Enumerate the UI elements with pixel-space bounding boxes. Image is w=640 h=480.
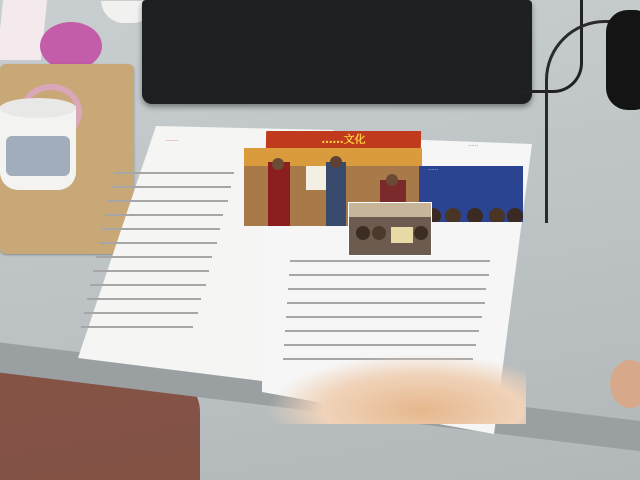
mug-print <box>6 136 70 176</box>
photo-caption: …… <box>428 166 438 172</box>
open-magazine <box>76 122 536 438</box>
left-page-header: …… <box>166 136 178 143</box>
mug-rim <box>0 98 76 118</box>
coffee-mug <box>0 92 82 196</box>
yarn-ball <box>40 22 102 70</box>
right-page-header: …… <box>468 142 478 148</box>
photo-mid <box>348 202 432 256</box>
keyboard <box>142 0 532 104</box>
mouse <box>606 10 640 110</box>
landscape-illustration <box>266 354 526 424</box>
photo-top-right <box>419 166 523 222</box>
red-banner-title: ……文化 <box>266 131 421 149</box>
